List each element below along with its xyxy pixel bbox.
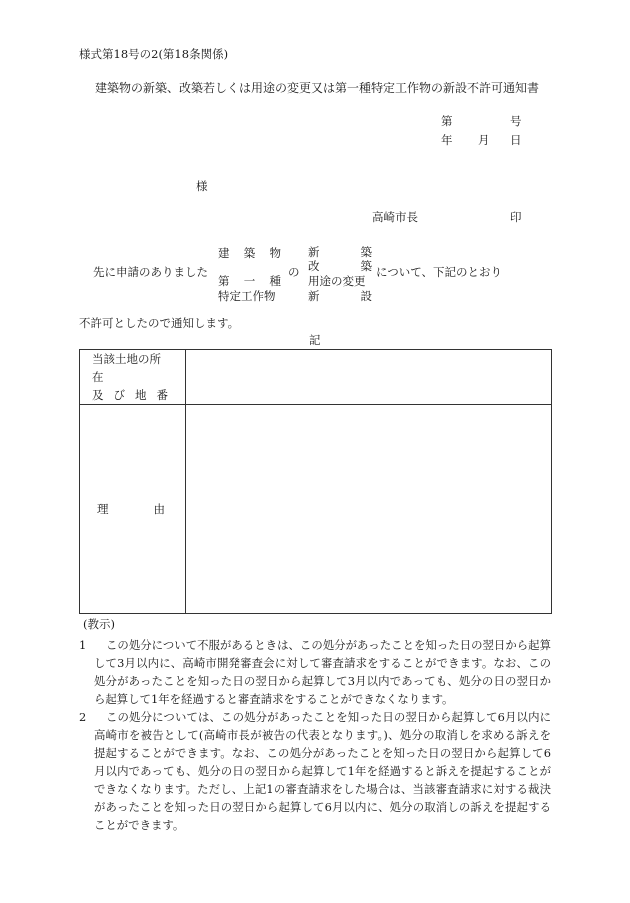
body-line2: 不許可としたので通知します。 <box>79 316 240 330</box>
subject-building: 建 築 物 <box>218 246 281 260</box>
note-number: 1 <box>79 638 87 652</box>
note-text: この処分について不服があるときは、この処分があったことを知った日の翌日から起算して3月以内に、高崎市開発審査会に対して審査請求をすることができます。なお、この処分があったことを知った日の翌日から起算して3月以内であっても、処分の日の翌日から起算して1年を経過すると審査請求をすることができなくなります。 <box>94 638 551 706</box>
document-number-label: 第 <box>441 114 453 128</box>
issuer-name: 高崎市長 <box>372 210 418 224</box>
body-particle: の <box>288 265 300 279</box>
note-2 <box>79 708 551 834</box>
body-suffix: について、下記のとおり <box>376 265 503 279</box>
document-number-suffix: 号 <box>510 114 522 128</box>
subject-type1: 第 一 種 <box>218 274 281 288</box>
addressee-suffix: 様 <box>196 179 208 193</box>
location-label-line1: 当該土地の所在 <box>92 352 161 384</box>
action-reconstruction: 改 築 <box>308 259 372 273</box>
location-value-cell <box>186 350 552 405</box>
action-change-of-use: 用途の変更 <box>308 274 366 288</box>
note-number: 2 <box>79 710 87 724</box>
reason-label-cell <box>80 405 186 614</box>
location-label-cell <box>80 350 186 405</box>
date-year-label: 年 <box>441 133 453 147</box>
date-month-label: 月 <box>478 133 490 147</box>
location-label-line2: 及 び 地 番 <box>92 388 168 402</box>
body-prefix: 先に申請のありました <box>93 265 208 279</box>
details-table <box>79 349 552 614</box>
seal-mark: 印 <box>510 210 522 224</box>
date-day-label: 日 <box>510 133 522 147</box>
note-text: この処分については、この処分があったことを知った日の翌日から起算して6月以内に高崎市を被告として(高崎市長が被告の代表となります。)、処分の取消しを求める訴えを提起することができます。なお、この処分があったことを知った日の翌日から起算して6月以内であっても、処分の日の翌日から起算して1年を経過すると訴えを提起することができなくなります。ただし、上記1の審査請求をした場合は、当該審査請求に対する裁決があったことを知った日の翌日から起算して6月以内に、処分の取消しの訴えを提起することができます。 <box>94 710 551 832</box>
action-new-establishment: 新 設 <box>308 289 372 303</box>
note-1 <box>79 636 551 708</box>
reason-value-cell <box>186 405 552 614</box>
form-number: 様式第18号の2(第18条関係) <box>79 47 229 61</box>
subject-specified-structure: 特定工作物 <box>218 289 276 303</box>
document-title: 建築物の新築、改築若しくは用途の変更又は第一種特定工作物の新設不許可通知書 <box>95 81 540 95</box>
reason-row <box>80 405 552 614</box>
reason-label: 理 由 <box>97 502 165 516</box>
instruction-notes <box>79 636 551 834</box>
action-new-construction: 新 築 <box>308 245 372 259</box>
ki-heading: 記 <box>309 333 321 347</box>
instruction-heading: (教示) <box>83 617 115 631</box>
location-row <box>80 350 552 405</box>
